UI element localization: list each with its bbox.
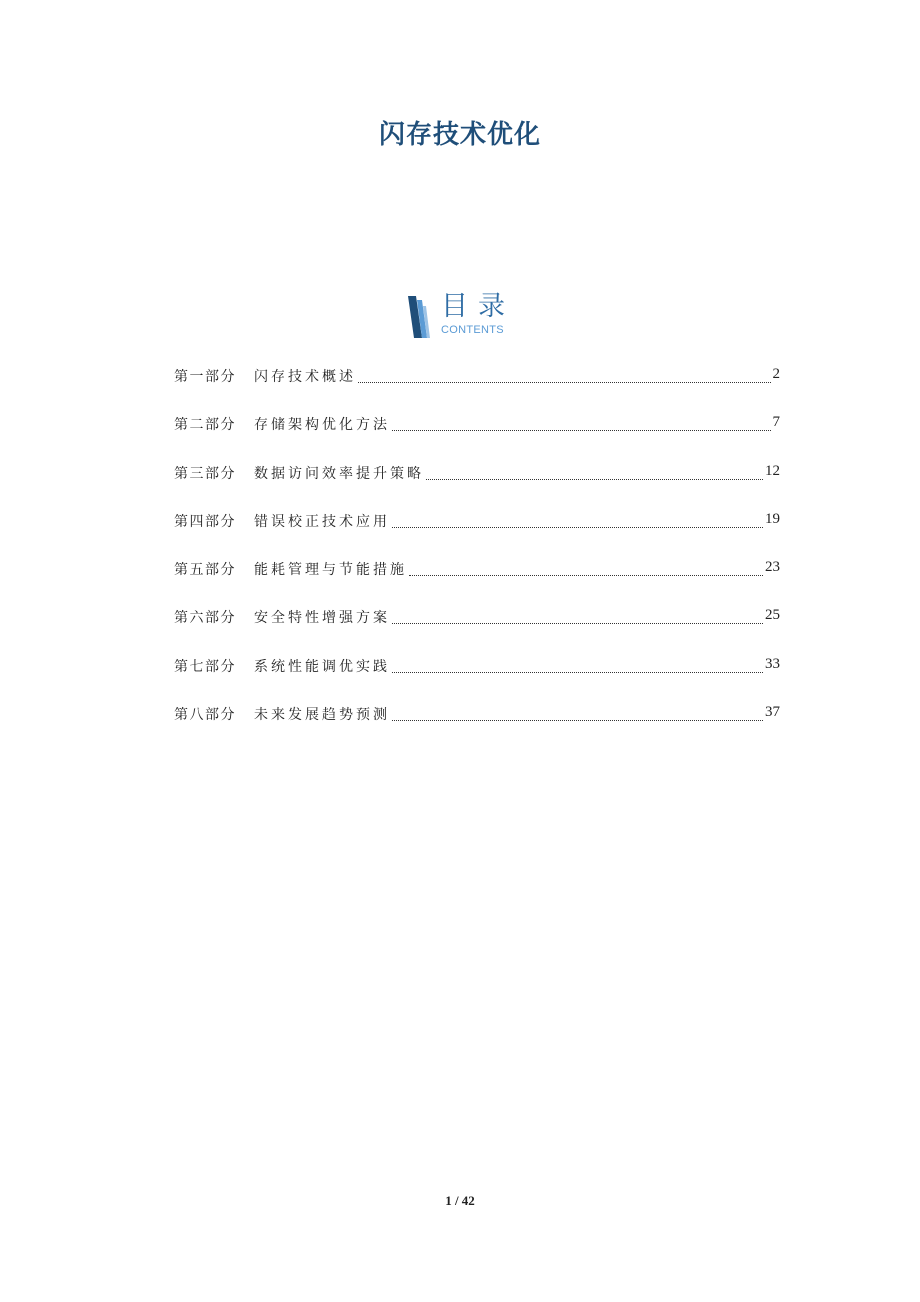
toc-entry-page: 33 <box>765 655 780 672</box>
toc-entry-title: 闪存技术概述 <box>254 369 356 385</box>
toc-entry[interactable] <box>174 511 780 559</box>
toc-entry-title: 能耗管理与节能措施 <box>254 562 407 579</box>
toc-entry-page: 7 <box>772 414 780 431</box>
toc-entry-part: 第二部分 <box>174 417 236 434</box>
toc-entry[interactable] <box>174 366 780 414</box>
toc-entry[interactable] <box>174 414 780 462</box>
toc-entry-part: 第三部分 <box>174 465 236 482</box>
toc-entry-part: 第四部分 <box>174 513 236 530</box>
toc-entry[interactable] <box>174 463 780 511</box>
toc-subheading: CONTENTS <box>441 324 504 336</box>
book-spine-icon <box>405 296 435 338</box>
toc-list <box>174 366 780 752</box>
toc-dot-leader <box>358 369 771 383</box>
toc-entry-page: 37 <box>765 704 780 721</box>
toc-dot-leader <box>392 707 763 721</box>
toc-dot-leader <box>426 466 763 480</box>
toc-entry-page: 19 <box>765 510 780 527</box>
toc-entry-page: 12 <box>765 462 780 479</box>
toc-entry[interactable] <box>174 704 780 752</box>
toc-entry-page: 25 <box>765 607 780 624</box>
toc-dot-leader <box>392 659 763 673</box>
toc-entry-part: 第五部分 <box>174 562 236 579</box>
toc-dot-leader <box>392 417 771 431</box>
toc-dot-leader <box>392 610 763 624</box>
toc-entry[interactable] <box>174 656 780 704</box>
toc-entry-page: 2 <box>772 366 780 382</box>
toc-entry-title: 数据访问效率提升策略 <box>254 465 424 482</box>
toc-entry-part: 第六部分 <box>174 610 236 627</box>
toc-entry-title: 安全特性增强方案 <box>254 610 390 627</box>
toc-entry[interactable] <box>174 607 780 655</box>
toc-entry-part: 第一部分 <box>174 369 236 385</box>
page-number: 1 / 42 <box>445 1193 475 1208</box>
toc-entry-page: 23 <box>765 559 780 576</box>
toc-entry-title: 未来发展趋势预测 <box>254 707 390 724</box>
toc-header <box>405 292 525 340</box>
toc-heading: 目录 <box>441 291 515 322</box>
toc-dot-leader <box>392 514 763 528</box>
toc-entry-title: 系统性能调优实践 <box>254 658 390 675</box>
toc-entry-title: 存储架构优化方法 <box>254 417 390 434</box>
toc-entry-part: 第七部分 <box>174 658 236 675</box>
toc-entry[interactable] <box>174 559 780 607</box>
toc-entry-part: 第八部分 <box>174 707 236 724</box>
toc-entry-title: 错误校正技术应用 <box>254 513 390 530</box>
document-title: 闪存技术优化 <box>378 120 541 150</box>
toc-dot-leader <box>409 562 763 576</box>
